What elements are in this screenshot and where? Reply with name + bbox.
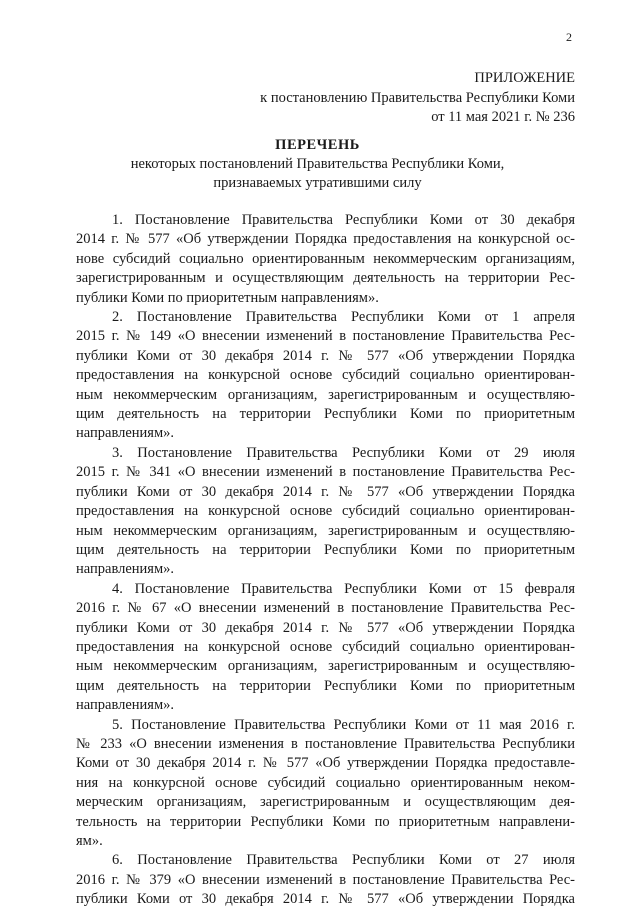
list-item [76,580,575,716]
document-subtitle-line-1: некоторых постановлений Правительства Республики Коми, [130,156,505,172]
list-item-line: ям». [76,833,103,849]
title-block [60,136,575,193]
list-item-line: предоставления на конкурсной основе субсидий социально ориентирован- [76,503,575,520]
list-item-line: Коми от 30 декабря 2014 г. № 577 «Об утверждении Порядка предоставле- [76,755,575,772]
list-item-line: публики Коми по приоритетным направлениям». [76,289,379,306]
list-item-line: предоставления на конкурсной основе субсидий социально ориентирован- [76,638,575,655]
list-item-line: 1. Постановление Правительства Республики Коми от 30 декабря [112,212,575,228]
list-item-line: зарегистрированным и осуществляющим деятельность на территории Рес- [76,270,575,287]
list-item-line: предоставления на конкурсной основе субсидий социально ориентирован- [76,367,575,384]
list-item-line: публики Коми от 30 декабря 2014 г. № 577 «Об утверждении Порядка [76,347,575,364]
appendix-block [200,69,575,128]
list-item-line: тельность на территории Республики Коми по приоритетным направлени- [76,813,575,830]
list-item-line: ным некоммерческим организациям, зарегистрированным и осуществляю- [76,658,575,675]
list-item-line: мерческим организациям, зарегистрированным и осуществляющим дея- [76,794,575,811]
list-item-line: щим деятельность на территории Республики Коми по приоритетным [76,406,575,423]
list-item-line: направлениям». [76,697,175,714]
items-list [76,211,575,910]
list-item-line: 2016 г. № 379 «О внесении изменений в постановление Правительства Рес- [76,871,575,888]
list-item-line: № 233 «О внесении изменения в постановление Правительства Республики [76,735,575,752]
document-title: ПЕРЕЧЕНЬ [275,137,360,153]
list-item-line: щим деятельность на территории Республики Коми по приоритетным [76,677,575,694]
document-subtitle-line-2: признаваемых утратившими силу [213,175,422,191]
appendix-resolution: к постановлению Правительства Республики Коми [260,89,575,106]
list-item-line: 4. Постановление Правительства Республики Коми от 15 февраля [112,580,575,597]
list-item-line: 2014 г. № 577 «Об утверждении Порядка предоставления на конкурсной ос- [76,231,575,248]
list-item-line: направлениям». [76,425,175,442]
page-number: 2 [566,30,572,44]
list-item-line: 5. Постановление Правительства Республики Коми от 11 мая 2016 г. [112,716,575,733]
list-item [76,851,575,909]
list-item-line: 6. Постановление Правительства Республики Коми от 27 июля [112,852,575,869]
list-item-line: публики Коми от 30 декабря 2014 г. № 577 «Об утверждении Порядка [76,483,575,500]
list-item-line: 2016 г. № 67 «О внесении изменений в постановление Правительства Рес- [76,600,575,617]
list-item-line: публики Коми от 30 декабря 2014 г. № 577 «Об утверждении Порядка [76,891,575,908]
list-item-line: ния на конкурсной основе субсидий социально ориентированным неком- [76,774,575,791]
list-item-line: публики Коми от 30 декабря 2014 г. № 577 «Об утверждении Порядка [76,619,575,636]
list-item-line: ным некоммерческим организациям, зарегистрированным и осуществляю- [76,386,575,403]
list-item-line: направлениям». [76,561,175,578]
list-item [76,308,575,444]
list-item [76,211,575,308]
list-item-line: щим деятельность на территории Республики Коми по приоритетным [76,541,575,558]
list-item [76,444,575,580]
list-item-line: 2015 г. № 149 «О внесении изменений в постановление Правительства Рес- [76,328,575,345]
list-item [76,716,575,852]
list-item-line: ным некоммерческим организациям, зарегистрированным и осуществляю- [76,522,575,539]
list-item-line: 3. Постановление Правительства Республики Коми от 29 июля [112,444,575,461]
appendix-date-number: от 11 мая 2021 г. № 236 [431,109,575,125]
list-item-line: 2015 г. № 341 «О внесении изменений в постановление Правительства Рес- [76,464,575,481]
list-item-line: нове субсидий социально ориентированным некоммерческим организациям, [76,250,575,267]
appendix-label: ПРИЛОЖЕНИЕ [474,70,575,86]
list-item-line: 2. Постановление Правительства Республики Коми от 1 апреля [112,309,575,326]
